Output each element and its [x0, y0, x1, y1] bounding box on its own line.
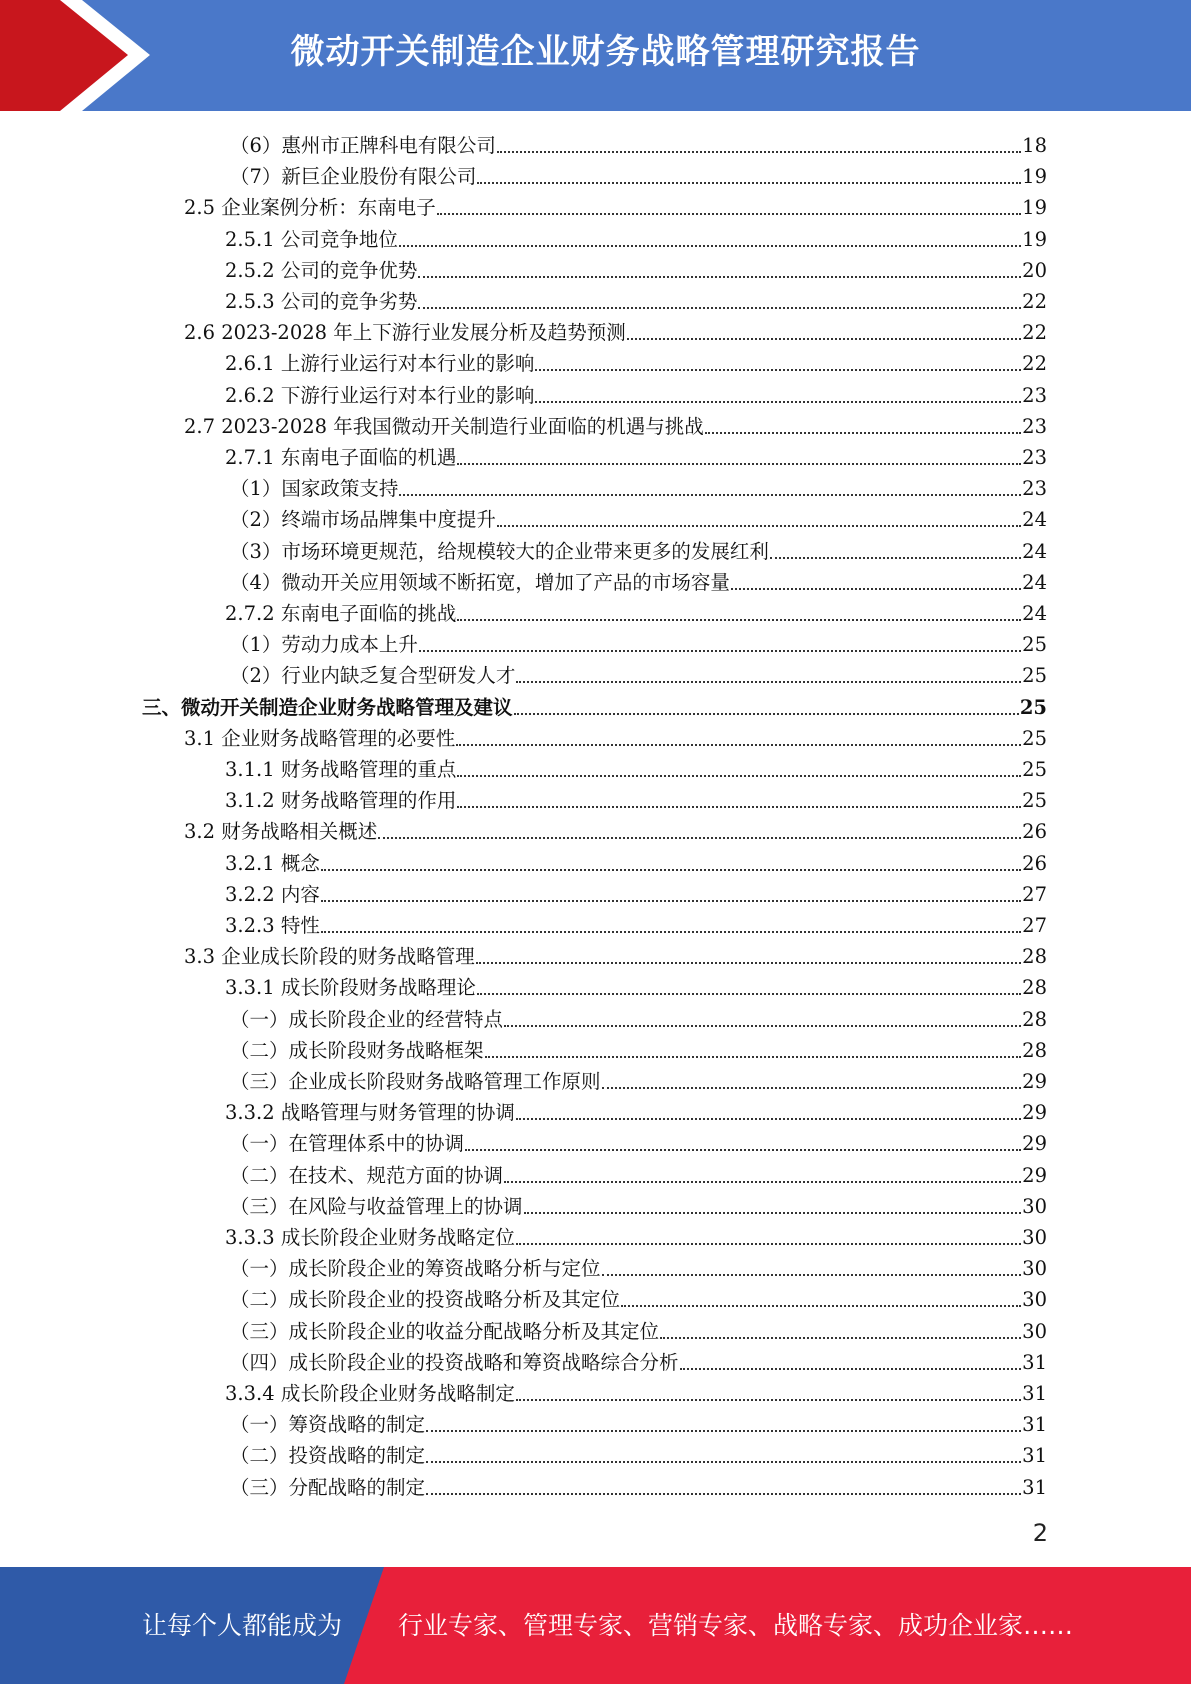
toc-entry[interactable]: [230, 158, 1047, 189]
toc-entry[interactable]: [230, 1406, 1047, 1437]
toc-entry-title: 2.5.2 公司的竞争优势: [225, 258, 418, 282]
toc-entry[interactable]: [230, 1313, 1047, 1344]
toc-leader-dots: [426, 1430, 1021, 1432]
toc-entry-title: （6）惠州市正牌科电有限公司: [230, 134, 496, 157]
toc-entry-title: 2.5.1 公司竞争地位: [225, 227, 398, 251]
toc-entry[interactable]: [230, 1125, 1047, 1156]
toc-entry-page: 31: [1022, 1413, 1047, 1437]
toc-entry[interactable]: [230, 1437, 1047, 1468]
toc-entry[interactable]: [230, 1157, 1047, 1188]
toc-entry[interactable]: [230, 533, 1047, 564]
toc-leader-dots: [497, 525, 1021, 527]
toc-entry[interactable]: [184, 938, 1047, 969]
toc-leader-dots: [602, 1087, 1022, 1089]
toc-entry-title: 3.3.4 成长阶段企业财务战略制定: [225, 1382, 515, 1405]
toc-entry-title: 3.3.3 成长阶段企业财务战略定位: [225, 1226, 515, 1249]
toc-entry-page: 31: [1022, 1382, 1047, 1405]
toc-leader-dots: [426, 1461, 1021, 1463]
toc-entry-title: 3.2.1 概念: [225, 851, 320, 875]
toc-entry[interactable]: [225, 1094, 1047, 1125]
toc-entry-title: （三）在风险与收益管理上的协调: [230, 1194, 523, 1218]
toc-entry-title: 3.2.3 特性: [225, 914, 320, 937]
toc-entry[interactable]: [142, 689, 1047, 720]
toc-leader-dots: [705, 432, 1021, 434]
toc-entry[interactable]: [225, 1375, 1047, 1406]
toc-entry-page: 29: [1022, 1101, 1047, 1125]
toc-entry-page: 22: [1022, 352, 1047, 376]
toc-leader-dots: [731, 588, 1021, 590]
toc-entry[interactable]: [225, 845, 1047, 876]
toc-entry-title: （二）投资战略的制定: [230, 1444, 426, 1468]
toc-entry[interactable]: [230, 657, 1047, 688]
toc-entry-title: （2）终端市场品牌集中度提升: [230, 508, 496, 532]
toc-entry-title: 2.6.2 下游行业运行对本行业的影响: [225, 383, 535, 407]
toc-entry[interactable]: [230, 1188, 1047, 1219]
toc-entry-page: 28: [1022, 945, 1047, 969]
toc-leader-dots: [477, 182, 1021, 184]
toc-entry-page: 27: [1022, 914, 1047, 937]
toc-entry-page: 24: [1022, 508, 1047, 532]
toc-entry-title: 2.7.2 东南电子面临的挑战: [225, 602, 457, 625]
toc-entry[interactable]: [225, 1219, 1047, 1250]
toc-entry-page: 23: [1022, 414, 1047, 438]
toc-entry[interactable]: [225, 221, 1047, 252]
toc-leader-dots: [514, 713, 1019, 715]
page-number: 2: [1032, 1519, 1048, 1547]
toc-entry[interactable]: [225, 969, 1047, 1000]
toc-entry-page: 30: [1022, 1319, 1047, 1343]
toc-entry[interactable]: [230, 1469, 1047, 1500]
toc-entry[interactable]: [225, 439, 1047, 470]
toc-leader-dots: [437, 213, 1021, 215]
toc-leader-dots: [477, 993, 1021, 995]
toc-entry[interactable]: [230, 1063, 1047, 1094]
report-header-banner: [0, 0, 1191, 111]
toc-leader-dots: [457, 806, 1021, 808]
toc-leader-dots: [497, 151, 1021, 153]
toc-entry-page: 23: [1022, 446, 1047, 469]
toc-leader-dots: [399, 494, 1021, 496]
toc-entry-page: 24: [1022, 602, 1047, 625]
toc-leader-dots: [457, 463, 1021, 465]
toc-entry[interactable]: [230, 470, 1047, 501]
toc-entry-page: 22: [1022, 321, 1047, 345]
toc-leader-dots: [680, 1368, 1022, 1370]
toc-entry-page: 22: [1022, 290, 1047, 313]
toc-leader-dots: [378, 837, 1021, 839]
toc-entry[interactable]: [225, 377, 1047, 408]
toc-entry-page: 29: [1022, 1132, 1047, 1156]
toc-entry-page: 25: [1022, 726, 1047, 750]
toc-entry[interactable]: [225, 595, 1047, 626]
toc-entry[interactable]: [225, 283, 1047, 314]
toc-entry-page: 29: [1022, 1163, 1047, 1187]
toc-entry-title: （三）成长阶段企业的收益分配战略分析及其定位: [230, 1319, 660, 1343]
toc-leader-dots: [457, 619, 1021, 621]
toc-entry-title: （2）行业内缺乏复合型研发人才: [230, 664, 516, 688]
toc-entry-title: （二）成长阶段企业的投资战略分析及其定位: [230, 1288, 621, 1312]
toc-entry-title: 3.3 企业成长阶段的财务战略管理: [184, 945, 475, 969]
toc-entry-title: 2.6 2023-2028 年上下游行业发展分析及趋势预测: [184, 321, 626, 345]
toc-entry-page: 28: [1022, 976, 1047, 1000]
toc-entry-title: 2.5 企业案例分析：东南电子: [184, 196, 436, 220]
toc-leader-dots: [456, 744, 1021, 746]
toc-leader-dots: [535, 369, 1021, 371]
toc-entry-title: 2.5.3 公司的竞争劣势: [225, 290, 418, 313]
toc-entry-page: 28: [1022, 1038, 1047, 1062]
toc-entry[interactable]: [184, 813, 1047, 844]
toc-entry-title: （四）成长阶段企业的投资战略和筹资战略综合分析: [230, 1350, 679, 1374]
toc-entry-page: 31: [1022, 1444, 1047, 1468]
toc-entry-title: （3）市场环境更规范，给规模较大的企业带来更多的发展红利: [230, 539, 769, 563]
toc-entry[interactable]: [225, 345, 1047, 376]
toc-entry[interactable]: [230, 564, 1047, 595]
toc-entry-page: 24: [1022, 539, 1047, 563]
toc-entry[interactable]: [225, 876, 1047, 907]
toc-entry-page: 30: [1022, 1194, 1047, 1218]
toc-entry-page: 25: [1022, 789, 1047, 813]
toc-entry-page: 27: [1022, 882, 1047, 906]
toc-entry[interactable]: [230, 501, 1047, 532]
toc-entry-page: 19: [1022, 165, 1047, 189]
toc-leader-dots: [321, 869, 1021, 871]
toc-entry[interactable]: [225, 782, 1047, 813]
toc-entry-title: 2.7.1 东南电子面临的机遇: [225, 446, 457, 469]
toc-entry-page: 23: [1022, 477, 1047, 501]
toc-entry-page: 30: [1022, 1257, 1047, 1281]
toc-leader-dots: [516, 681, 1021, 683]
toc-entry-page: 26: [1022, 820, 1047, 844]
toc-leader-dots: [535, 401, 1021, 403]
toc-leader-dots: [418, 276, 1021, 278]
toc-entry-title: 3.1 企业财务战略管理的必要性: [184, 726, 456, 750]
toc-entry[interactable]: [225, 252, 1047, 283]
toc-leader-dots: [504, 1025, 1021, 1027]
footer-slogan-left: 让每个人都能成为: [142, 1611, 343, 1640]
toc-leader-dots: [399, 245, 1021, 247]
toc-leader-dots: [524, 1212, 1022, 1214]
toc-entry[interactable]: [230, 1281, 1047, 1312]
toc-leader-dots: [516, 1118, 1021, 1120]
toc-entry-title: （7）新巨企业股份有限公司: [230, 165, 477, 189]
toc-leader-dots: [770, 557, 1021, 559]
toc-entry-title: 2.6.1 上游行业运行对本行业的影响: [225, 352, 535, 376]
toc-leader-dots: [504, 1181, 1021, 1183]
toc-entry[interactable]: [230, 1001, 1047, 1032]
toc-leader-dots: [457, 775, 1021, 777]
toc-leader-dots: [516, 1243, 1021, 1245]
toc-entry[interactable]: [225, 907, 1047, 938]
toc-leader-dots: [627, 338, 1021, 340]
footer-banner: [0, 1567, 1191, 1684]
toc-entry-page: 19: [1022, 227, 1047, 251]
toc-entry[interactable]: [184, 314, 1047, 345]
toc-entry-title: （一）成长阶段企业的筹资战略分析与定位: [230, 1257, 601, 1281]
toc-entry-title: 3.1.2 财务战略管理的作用: [225, 789, 457, 813]
toc-entry-title: （一）筹资战略的制定: [230, 1413, 426, 1437]
toc-entry-page: 23: [1022, 383, 1047, 407]
toc-entry[interactable]: [184, 189, 1047, 220]
toc-entry-page: 28: [1022, 1007, 1047, 1031]
toc-entry[interactable]: [230, 626, 1047, 657]
toc-entry-title: 三、微动开关制造企业财务战略管理及建议: [142, 695, 513, 719]
toc-entry-title: （三）企业成长阶段财务战略管理工作原则: [230, 1070, 601, 1093]
toc-leader-dots: [419, 650, 1021, 652]
toc-entry-title: （二）在技术、规范方面的协调: [230, 1163, 504, 1187]
toc-entry-page: 19: [1022, 196, 1047, 220]
toc-entry-title: 3.3.1 成长阶段财务战略理论: [225, 976, 476, 1000]
toc-entry[interactable]: [230, 1250, 1047, 1281]
footer-slogan-right: 行业专家、管理专家、营销专家、战略专家、成功企业家……: [398, 1611, 1074, 1640]
toc-entry-title: （二）成长阶段财务战略框架: [230, 1038, 484, 1062]
toc-entry-title: （三）分配战略的制定: [230, 1475, 426, 1499]
toc-entry-page: 18: [1022, 134, 1047, 157]
toc-entry[interactable]: [184, 408, 1047, 439]
toc-entry-title: （1）国家政策支持: [230, 477, 399, 501]
toc-entry-page: 26: [1022, 851, 1047, 875]
toc-leader-dots: [516, 1399, 1021, 1401]
toc-entry-page: 30: [1022, 1288, 1047, 1312]
toc-entry[interactable]: [230, 127, 1047, 158]
toc-entry-title: （一）成长阶段企业的经营特点: [230, 1007, 504, 1031]
toc-entry-title: （一）在管理体系中的协调: [230, 1132, 465, 1156]
toc-entry-page: 24: [1022, 570, 1047, 594]
toc-leader-dots: [321, 900, 1021, 902]
toc-entry-title: 3.2.2 内容: [225, 882, 320, 906]
toc-entry[interactable]: [230, 1344, 1047, 1375]
toc-entry-title: （1）劳动力成本上升: [230, 633, 418, 657]
toc-leader-dots: [602, 1274, 1022, 1276]
toc-entry-page: 31: [1022, 1350, 1047, 1374]
toc-entry-page: 29: [1022, 1070, 1047, 1093]
toc-entry-title: 2.7 2023-2028 年我国微动开关制造行业面临的机遇与挑战: [184, 414, 704, 438]
toc-entry-page: 25: [1022, 758, 1047, 781]
toc-entry-page: 25: [1022, 664, 1047, 688]
toc-leader-dots: [476, 962, 1021, 964]
toc-leader-dots: [321, 931, 1021, 933]
toc-leader-dots: [418, 307, 1021, 309]
toc-entry-page: 31: [1022, 1475, 1047, 1499]
toc-leader-dots: [465, 1149, 1021, 1151]
toc-entry-title: 3.2 财务战略相关概述: [184, 820, 378, 844]
toc-leader-dots: [485, 1056, 1022, 1058]
toc-entry-title: 3.3.2 战略管理与财务管理的协调: [225, 1101, 515, 1125]
toc-leader-dots: [621, 1305, 1021, 1307]
toc-entry[interactable]: [230, 1032, 1047, 1063]
toc-entry-title: 3.1.1 财务战略管理的重点: [225, 758, 457, 781]
toc-entry-page: 25: [1022, 633, 1047, 657]
toc-entry[interactable]: [225, 751, 1047, 782]
report-title: 微动开关制造企业财务战略管理研究报告: [290, 32, 921, 72]
toc-entry-page: 20: [1022, 258, 1047, 282]
toc-entry-page: 30: [1022, 1226, 1047, 1249]
toc-entry[interactable]: [184, 720, 1047, 751]
toc-entry-page: 25: [1019, 695, 1047, 719]
toc-leader-dots: [426, 1493, 1021, 1495]
toc-leader-dots: [660, 1337, 1021, 1339]
toc-entry-title: （4）微动开关应用领域不断拓宽，增加了产品的市场容量: [230, 570, 730, 594]
